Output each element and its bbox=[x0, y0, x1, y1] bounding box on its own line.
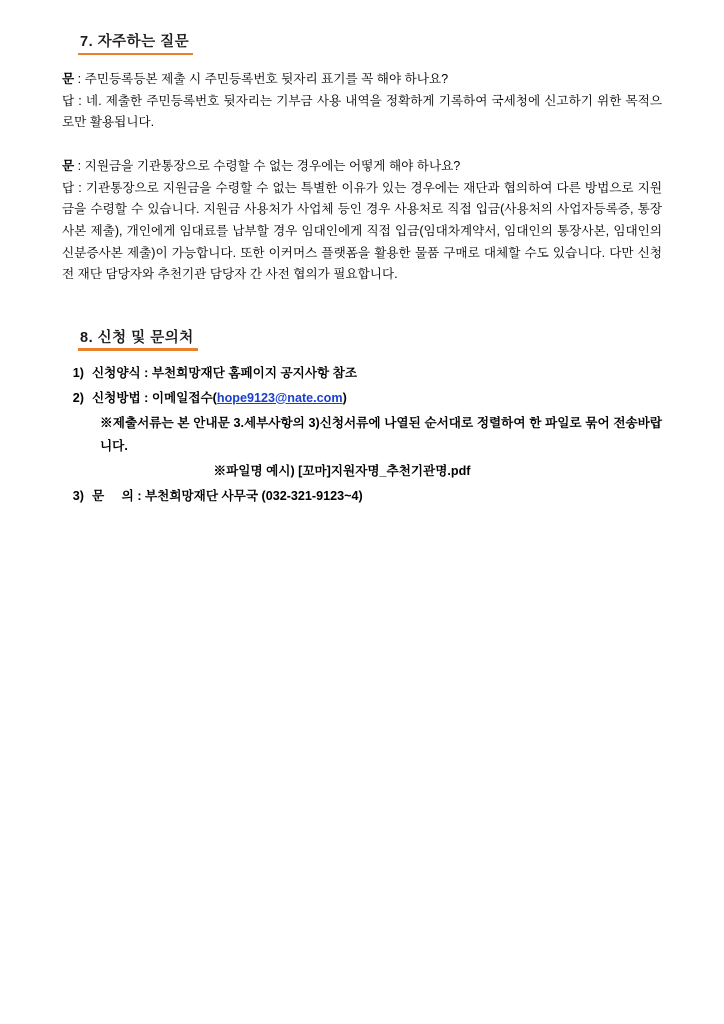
question-text: : 주민등록등본 제출 시 주민등록번호 뒷자리 표기를 꼭 해야 하나요? bbox=[74, 72, 449, 86]
faq-item-2 bbox=[62, 156, 662, 286]
section-heading-faq bbox=[78, 30, 191, 55]
answer-tag: 답 bbox=[62, 180, 75, 195]
faq-item-1 bbox=[62, 69, 662, 134]
list-item-label: 문 의 : 부천희망재단 사무국 (032-321-9123~4) bbox=[92, 489, 363, 504]
inquiry-list bbox=[62, 486, 662, 508]
section-heading-contact bbox=[78, 326, 196, 351]
list-item bbox=[62, 388, 662, 410]
section-faq-header bbox=[62, 30, 662, 55]
faq-question-1 bbox=[62, 69, 662, 91]
contact-list bbox=[62, 363, 662, 409]
list-item bbox=[62, 486, 662, 508]
email-link[interactable]: hope9123@nate.com bbox=[216, 390, 343, 405]
list-item-index: 1) bbox=[72, 365, 84, 380]
heading-underline bbox=[78, 348, 198, 351]
faq-answer-1 bbox=[62, 91, 662, 134]
list-item bbox=[62, 363, 662, 385]
faq-answer-2 bbox=[62, 178, 662, 286]
faq-question-2 bbox=[62, 156, 662, 178]
heading-underline bbox=[78, 53, 193, 56]
document-body bbox=[62, 30, 662, 511]
submission-note: ※제출서류는 본 안내문 3.세부사항의 3)신청서류에 나열된 순서대로 정렬하여 한 파일로 묶어 전송바랍니다. bbox=[100, 416, 662, 453]
question-tag: 문 bbox=[62, 72, 75, 86]
section-contact-header bbox=[62, 326, 662, 351]
answer-text: : 기관통장으로 지원금을 수령할 수 없는 특별한 이유가 있는 경우에는 재단과 협의하여 다른 방법으로 지원금을 수령할 수 있습니다. 지원금 사용처가 사업체 등인 경우 사용처로 직접 입금(사용처의 사업자등록증, 통장사본 제출), 개인에게 임대료를 납부할 경우 임대인에게 직접 입금(임대차계약서, 임대인의 통장사본, 임대인의 신분증사본 제출)이 가능합니다. 또한 이커머스 플랫폼을 활용한 물품 구매로 대체할 수도 있습니다. 다만 신청 전 재단 담당자와 추천기관 담당자 간 사전 협의가 필요합니다. bbox=[62, 180, 662, 282]
list-item-index: 2) bbox=[72, 390, 84, 405]
paragraph-spacer bbox=[62, 138, 662, 156]
answer-text: : 네. 제출한 주민등록번호 뒷자리는 기부금 사용 내역을 정확하게 기록하여 국세청에 신고하기 위한 목적으로만 활용됩니다. bbox=[62, 93, 662, 130]
list-item-index: 3) bbox=[72, 489, 84, 504]
filename-example-note: ※파일명 예시) [꼬마]지원자명_추천기관명.pdf bbox=[213, 463, 471, 478]
list-item-label: 신청양식 : 부천희망재단 홈페이지 공지사항 참조 bbox=[92, 365, 357, 380]
apply-method-text: 신청방법 : 이메일접수( bbox=[92, 390, 217, 405]
list-item-label bbox=[92, 388, 662, 410]
section-heading-contact-text: 8. 신청 및 문의처 bbox=[80, 329, 194, 346]
answer-tag: 답 bbox=[62, 93, 75, 108]
section-heading-faq-text: 7. 자주하는 질문 bbox=[80, 34, 190, 50]
question-text: : 지원금을 기관통장으로 수령할 수 없는 경우에는 어떻게 해야 하나요? bbox=[74, 158, 461, 173]
question-tag: 문 bbox=[62, 158, 75, 173]
apply-method-text-end: ) bbox=[342, 390, 347, 405]
